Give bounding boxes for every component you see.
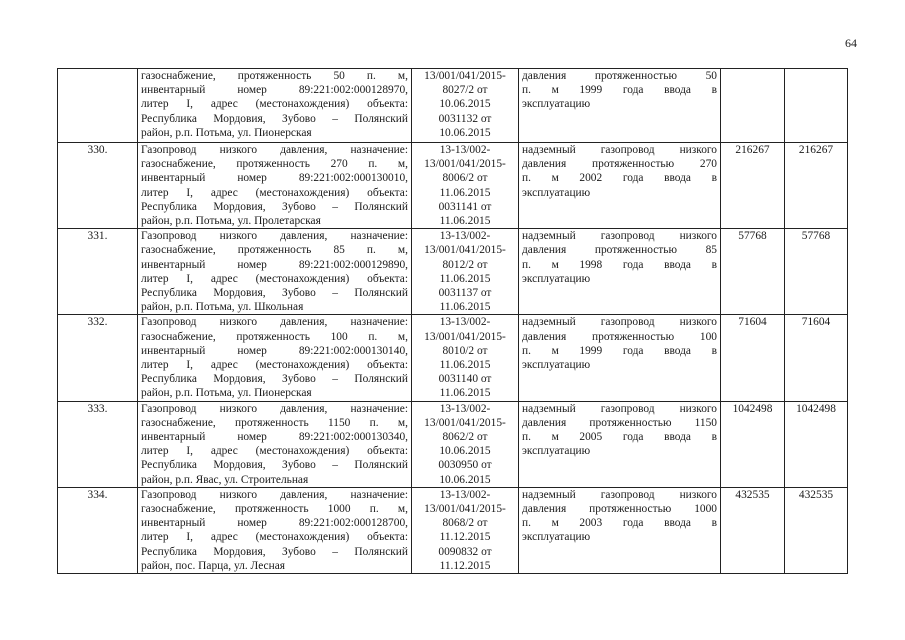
desc-line: Республика Мордовия, Зубово – Полянский xyxy=(141,373,408,386)
note-line: давления протяженностью 1150 xyxy=(522,416,717,429)
desc-line: газоснабжение, протяженность 1150 п. м, xyxy=(141,416,408,429)
note-line: давления протяженностью 85 xyxy=(522,244,717,257)
desc-line: газоснабжение, протяженность 1000 п. м, xyxy=(141,503,408,516)
note-line: надземный газопровод низкого xyxy=(522,230,717,243)
reg-line: 13-13/002- xyxy=(439,144,491,156)
residual-value-cell xyxy=(785,69,848,143)
characteristics-cell xyxy=(519,315,721,401)
characteristics-cell xyxy=(519,229,721,315)
note-line: эксплуатацию xyxy=(522,186,591,199)
reg-line: 11.06.2015 xyxy=(439,301,491,314)
reg-line: 11.06.2015 xyxy=(439,359,491,372)
reg-line: 8012/2 от xyxy=(442,258,488,271)
note-line: эксплуатацию xyxy=(522,531,591,544)
table-row xyxy=(58,315,848,401)
reg-line: 11.12.2015 xyxy=(439,531,491,544)
note-line: давления протяженностью 270 xyxy=(522,158,717,171)
residual-value-cell: 71604 xyxy=(785,315,848,401)
table-row xyxy=(58,69,848,143)
reg-line: 11.06.2015 xyxy=(439,215,491,228)
reg-line: 13-13/002- xyxy=(439,230,491,243)
note-line: надземный газопровод низкого xyxy=(522,316,717,329)
desc-line: Газопровод низкого давления, назначение: xyxy=(141,488,408,501)
registration-cell xyxy=(412,401,519,487)
note-line: эксплуатацию xyxy=(522,98,591,111)
characteristics-cell xyxy=(519,401,721,487)
reg-line: 11.12.2015 xyxy=(439,559,491,572)
reg-line: 11.06.2015 xyxy=(439,387,491,400)
table-row xyxy=(58,487,848,573)
reg-line: 13/001/041/2015- xyxy=(424,70,506,82)
desc-line: инвентарный номер 89:221:002:000130340, xyxy=(141,431,408,444)
characteristics-cell xyxy=(519,69,721,143)
note-line: давления протяженностью 1000 xyxy=(522,503,717,516)
object-description-cell xyxy=(138,315,412,401)
reg-line: 8068/2 от xyxy=(442,517,488,530)
desc-line: Газопровод низкого давления, назначение: xyxy=(141,144,408,156)
row-number-cell: 333. xyxy=(58,401,138,487)
desc-line: Газопровод низкого давления, назначение: xyxy=(141,316,408,329)
object-description-cell xyxy=(138,487,412,573)
note-line: п. м 1999 года ввода в xyxy=(522,344,717,357)
reg-line: 0031132 от xyxy=(438,112,492,125)
reg-line: 13-13/002- xyxy=(439,316,491,329)
desc-line: литер I, адрес (местонахождения) объекта: xyxy=(141,531,408,544)
characteristics-cell xyxy=(519,487,721,573)
reg-line: 8062/2 от xyxy=(442,431,488,444)
desc-line: район, р.п. Потьма, ул. Пионерская xyxy=(141,126,312,139)
reg-line: 10.06.2015 xyxy=(439,473,491,486)
desc-line: Республика Мордовия, Зубово – Полянский xyxy=(141,200,408,213)
row-number-cell: 332. xyxy=(58,315,138,401)
object-description-cell xyxy=(138,69,412,143)
note-line: надземный газопровод низкого xyxy=(522,402,717,415)
desc-line: Республика Мордовия, Зубово – Полянский xyxy=(141,545,408,558)
reg-line: 10.06.2015 xyxy=(439,98,491,111)
reg-line: 10.06.2015 xyxy=(439,445,491,458)
reg-line: 11.06.2015 xyxy=(439,272,491,285)
desc-line: район, р.п. Потьма, ул. Пионерская xyxy=(141,387,312,400)
characteristics-cell xyxy=(519,143,721,229)
note-line: эксплуатацию xyxy=(522,445,591,458)
reg-line: 13-13/002- xyxy=(439,488,491,501)
desc-line: газоснабжение, протяженность 50 п. м, xyxy=(141,70,408,82)
book-value-cell: 71604 xyxy=(721,315,785,401)
desc-line: газоснабжение, протяженность 270 п. м, xyxy=(141,158,408,171)
table-row xyxy=(58,143,848,229)
desc-line: Газопровод низкого давления, назначение: xyxy=(141,402,408,415)
note-line: п. м 2003 года ввода в xyxy=(522,517,717,530)
reg-line: 0090832 от xyxy=(438,545,492,558)
table-body xyxy=(58,69,848,574)
reg-line: 8006/2 от xyxy=(442,172,488,185)
desc-line: газоснабжение, протяженность 100 п. м, xyxy=(141,330,408,343)
desc-line: Республика Мордовия, Зубово – Полянский xyxy=(141,112,408,125)
note-line: давления протяженностью 50 xyxy=(522,70,717,82)
registration-cell xyxy=(412,69,519,143)
desc-line: инвентарный номер 89:221:002:000128700, xyxy=(141,517,408,530)
registration-cell xyxy=(412,315,519,401)
desc-line: литер I, адрес (местонахождения) объекта: xyxy=(141,98,408,111)
desc-line: литер I, адрес (местонахождения) объекта: xyxy=(141,186,408,199)
desc-line: литер I, адрес (местонахождения) объекта: xyxy=(141,359,408,372)
desc-line: Республика Мордовия, Зубово – Полянский xyxy=(141,287,408,300)
reg-line: 13/001/041/2015- xyxy=(424,244,506,257)
book-value-cell: 1042498 xyxy=(721,401,785,487)
object-description-cell xyxy=(138,143,412,229)
desc-line: инвентарный номер 89:221:002:000129890, xyxy=(141,258,408,271)
residual-value-cell: 216267 xyxy=(785,143,848,229)
registration-cell xyxy=(412,143,519,229)
reg-line: 13/001/041/2015- xyxy=(424,503,506,516)
reg-line: 0031140 от xyxy=(438,373,492,386)
note-line: п. м 2005 года ввода в xyxy=(522,431,717,444)
book-value-cell: 216267 xyxy=(721,143,785,229)
reg-line: 11.06.2015 xyxy=(439,186,491,199)
residual-value-cell: 432535 xyxy=(785,487,848,573)
desc-line: район, р.п. Потьма, ул. Пролетарская xyxy=(141,215,321,228)
desc-line: район, пос. Парца, ул. Лесная xyxy=(141,559,285,572)
row-number-cell: 334. xyxy=(58,487,138,573)
book-value-cell xyxy=(721,69,785,143)
desc-line: литер I, адрес (местонахождения) объекта: xyxy=(141,272,408,285)
registration-cell xyxy=(412,229,519,315)
note-line: надземный газопровод низкого xyxy=(522,488,717,501)
desc-line: инвентарный номер 89:221:002:000128970, xyxy=(141,84,408,97)
residual-value-cell: 57768 xyxy=(785,229,848,315)
reg-line: 13/001/041/2015- xyxy=(424,330,506,343)
property-registry-table xyxy=(57,68,848,574)
row-number-cell xyxy=(58,69,138,143)
desc-line: Газопровод низкого давления, назначение: xyxy=(141,230,408,243)
desc-line: район, р.п. Явас, ул. Строительная xyxy=(141,473,309,486)
residual-value-cell: 1042498 xyxy=(785,401,848,487)
table-row xyxy=(58,229,848,315)
page-number: 64 xyxy=(845,36,857,50)
reg-line: 0031141 от xyxy=(438,200,492,213)
note-line: п. м 2002 года ввода в xyxy=(522,172,717,185)
table-row xyxy=(58,401,848,487)
desc-line: район, р.п. Потьма, ул. Школьная xyxy=(141,301,304,314)
reg-line: 8027/2 от xyxy=(442,84,488,97)
reg-line: 0030950 от xyxy=(438,459,492,472)
object-description-cell xyxy=(138,401,412,487)
row-number-cell: 331. xyxy=(58,229,138,315)
registration-cell xyxy=(412,487,519,573)
reg-line: 10.06.2015 xyxy=(439,126,491,139)
note-line: эксплуатацию xyxy=(522,272,591,285)
note-line: надземный газопровод низкого xyxy=(522,144,717,156)
book-value-cell: 432535 xyxy=(721,487,785,573)
reg-line: 13/001/041/2015- xyxy=(424,158,506,171)
reg-line: 0031137 от xyxy=(438,287,492,300)
book-value-cell: 57768 xyxy=(721,229,785,315)
note-line: эксплуатацию xyxy=(522,359,591,372)
desc-line: газоснабжение, протяженность 85 п. м, xyxy=(141,244,408,257)
desc-line: инвентарный номер 89:221:002:000130140, xyxy=(141,344,408,357)
reg-line: 8010/2 от xyxy=(442,344,488,357)
object-description-cell xyxy=(138,229,412,315)
note-line: давления протяженностью 100 xyxy=(522,330,717,343)
reg-line: 13/001/041/2015- xyxy=(424,416,506,429)
desc-line: литер I, адрес (местонахождения) объекта: xyxy=(141,445,408,458)
desc-line: Республика Мордовия, Зубово – Полянский xyxy=(141,459,408,472)
note-line: п. м 1998 года ввода в xyxy=(522,258,717,271)
desc-line: инвентарный номер 89:221:002:000130010, xyxy=(141,172,408,185)
reg-line: 13-13/002- xyxy=(439,402,491,415)
note-line: п. м 1999 года ввода в xyxy=(522,84,717,97)
row-number-cell: 330. xyxy=(58,143,138,229)
